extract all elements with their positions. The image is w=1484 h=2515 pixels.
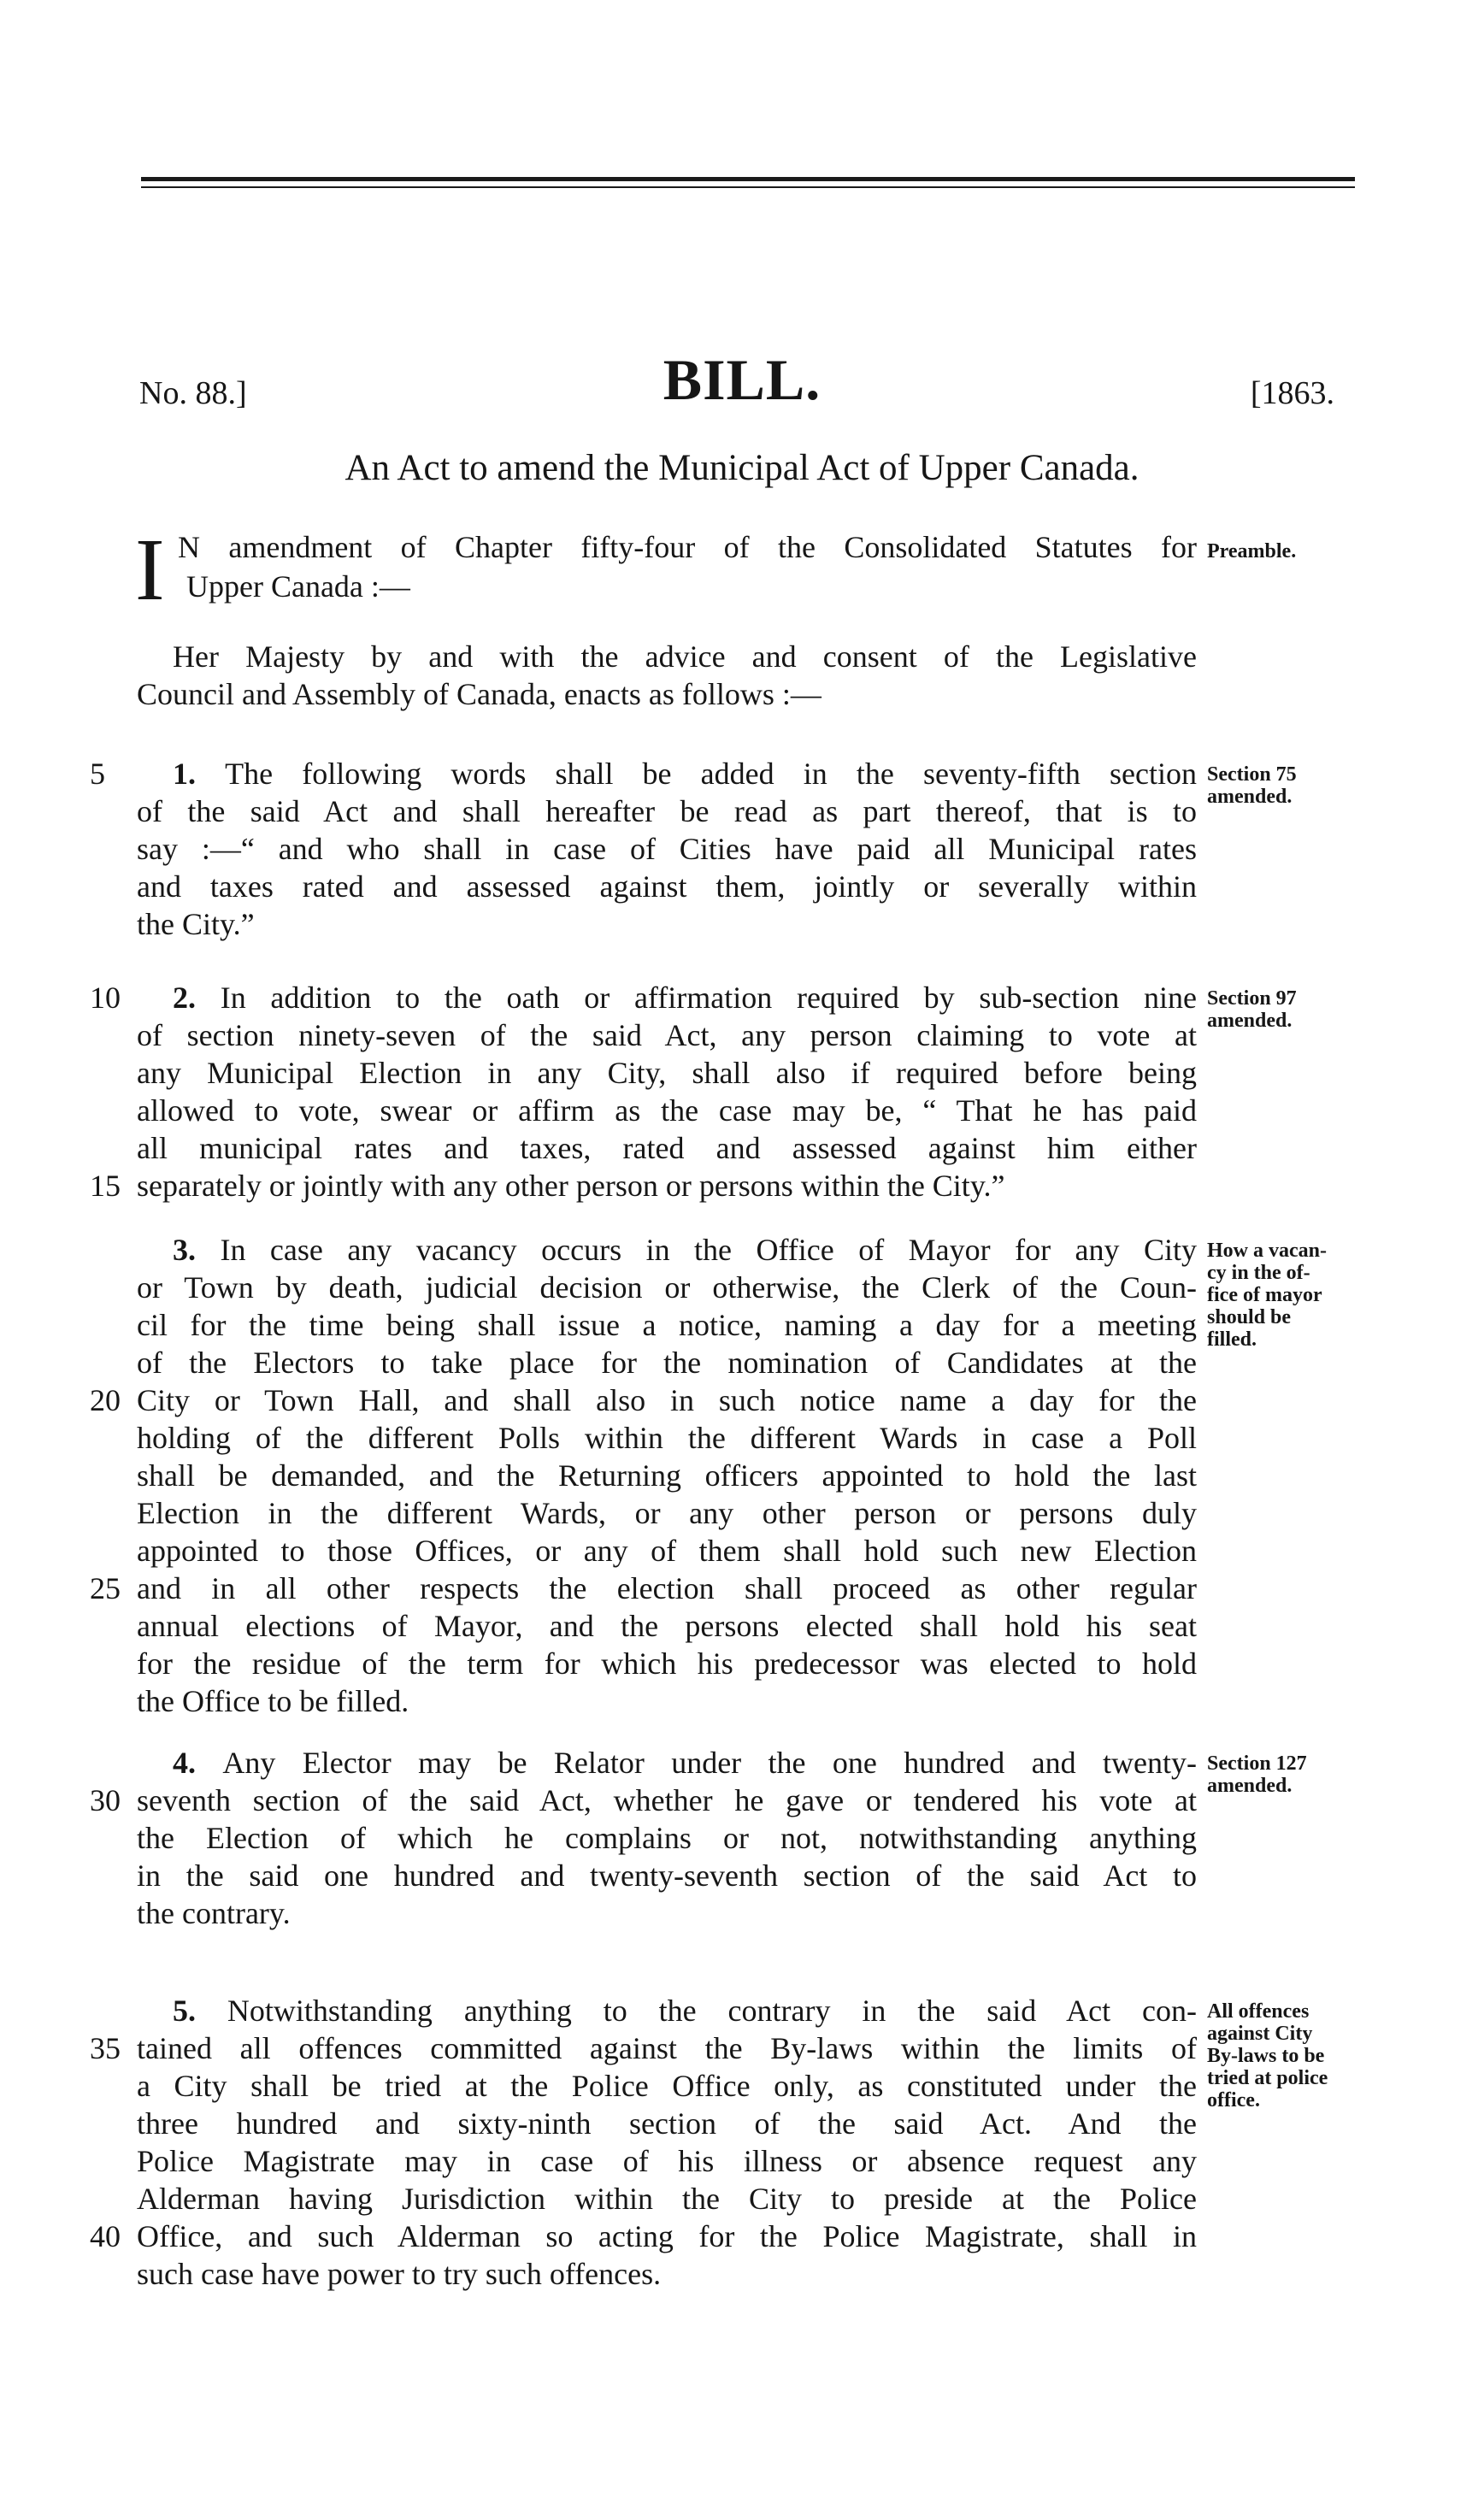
margin-note: fice of mayor	[1207, 1284, 1322, 1306]
preamble-dropcap: I	[135, 521, 165, 619]
header-rule-thin	[141, 186, 1355, 188]
bill-year: [1863.	[1250, 375, 1334, 411]
header-rule-thick	[141, 177, 1355, 181]
section-text: In addition to the oath or affirmation required by sub-section nine	[220, 981, 1197, 1015]
section-line: tained all offences committed against the By-laws within the limits of	[137, 2031, 1197, 2065]
section-line: Police Magistrate may in case of his illness or absence request any	[137, 2144, 1197, 2178]
line-number: 5	[90, 757, 105, 791]
section-line: Office, and such Alderman so acting for the Police Magistrate, shall in	[137, 2219, 1197, 2253]
section-line: separately or jointly with any other person or persons within the City.”	[137, 1169, 1005, 1203]
section-line: annual elections of Mayor, and the persons elected shall hold his seat	[137, 1609, 1197, 1643]
section-number: 5.	[173, 1994, 227, 2028]
section-line	[137, 1231, 1197, 1269]
preamble-line: Upper Canada :—	[186, 569, 410, 604]
margin-note: Section 75	[1207, 763, 1297, 786]
margin-note: amended.	[1207, 1775, 1293, 1797]
margin-note-preamble: Preamble.	[1207, 540, 1297, 562]
section-line: in the said one hundred and twenty-seventh section of the said Act to	[137, 1858, 1197, 1893]
section-line: of section ninety-seven of the said Act, any person claiming to vote at	[137, 1018, 1197, 1052]
enacting-line: Her Majesty by and with the advice and consent of the Legislative	[173, 639, 1197, 674]
section-line: three hundred and sixty-ninth section of the said Act. And the	[137, 2106, 1197, 2141]
margin-note: amended.	[1207, 786, 1293, 808]
enacting-line: Council and Assembly of Canada, enacts as follows :—	[137, 677, 822, 711]
section-line	[137, 1992, 1197, 2029]
line-number: 25	[90, 1571, 121, 1605]
section-line: of the said Act and shall hereafter be read as part thereof, that is to	[137, 794, 1197, 828]
bill-number: No. 88.]	[139, 375, 247, 411]
section-line: of the Electors to take place for the nomination of Candidates at the	[137, 1346, 1197, 1380]
margin-note: office.	[1207, 2089, 1260, 2112]
section-number: 4.	[173, 1746, 223, 1780]
section-line	[137, 979, 1197, 1016]
section-line: shall be demanded, and the Returning officers appointed to hold the last	[137, 1458, 1197, 1493]
margin-note: How a vacan-	[1207, 1240, 1327, 1262]
section-line: the Office to be filled.	[137, 1684, 409, 1718]
section-line: and in all other respects the election shall proceed as other regular	[137, 1571, 1197, 1605]
line-number: 20	[90, 1383, 121, 1417]
line-number: 10	[90, 981, 121, 1015]
section-number: 2.	[173, 981, 221, 1015]
section-line	[137, 1744, 1197, 1782]
section-line: City or Town Hall, and shall also in such notice name a day for the	[137, 1383, 1197, 1417]
section-line: say :—“ and who shall in case of Cities have paid all Municipal rates	[137, 832, 1197, 866]
margin-note: By-laws to be	[1207, 2045, 1325, 2067]
line-number: 30	[90, 1783, 121, 1817]
bill-heading: BILL.	[662, 347, 822, 412]
margin-note: All offences	[1207, 2000, 1310, 2023]
section-text: In case any vacancy occurs in the Office of Mayor for any City	[220, 1233, 1198, 1267]
section-line: holding of the different Polls within the different Wards in case a Poll	[137, 1421, 1197, 1455]
section-line: any Municipal Election in any City, shall also if required before being	[137, 1056, 1197, 1090]
section-line: a City shall be tried at the Police Office only, as constituted under the	[137, 2069, 1197, 2103]
margin-note: Section 127	[1207, 1752, 1307, 1775]
preamble-line: N amendment of Chapter fifty-four of the Consolidated Statutes for	[178, 530, 1197, 564]
section-line: the contrary.	[137, 1896, 291, 1930]
line-number: 35	[90, 2031, 121, 2065]
margin-note: filled.	[1207, 1328, 1257, 1351]
act-title: An Act to amend the Municipal Act of Upper Canada.	[344, 448, 1140, 488]
section-line: for the residue of the term for which his predecessor was elected to hold	[137, 1646, 1197, 1681]
line-number: 15	[90, 1169, 121, 1203]
section-line: seventh section of the said Act, whether he gave or tendered his vote at	[137, 1783, 1197, 1817]
section-line: or Town by death, judicial decision or otherwise, the Clerk of the Coun-	[137, 1270, 1197, 1305]
margin-note: tried at police	[1207, 2067, 1328, 2089]
section-line: the Election of which he complains or not, notwithstanding anything	[137, 1821, 1197, 1855]
margin-note: amended.	[1207, 1010, 1293, 1032]
section-line: appointed to those Offices, or any of them shall hold such new Election	[137, 1534, 1197, 1568]
section-text: Any Elector may be Relator under the one hundred and twenty-	[222, 1746, 1197, 1780]
margin-note: Section 97	[1207, 987, 1297, 1010]
section-line	[137, 755, 1197, 792]
section-line: the City.”	[137, 907, 255, 941]
section-line: and taxes rated and assessed against them, jointly or severally within	[137, 869, 1197, 904]
section-line: such case have power to try such offences.	[137, 2257, 662, 2291]
line-number: 40	[90, 2219, 121, 2253]
section-line: allowed to vote, swear or affirm as the case may be, “ That he has paid	[137, 1093, 1197, 1128]
section-line: cil for the time being shall issue a notice, naming a day for a meeting	[137, 1308, 1197, 1342]
section-line: all municipal rates and taxes, rated and assessed against him either	[137, 1131, 1197, 1165]
section-line: Alderman having Jurisdiction within the City to preside at the Police	[137, 2182, 1197, 2216]
section-number: 3.	[173, 1233, 221, 1267]
margin-note: should be	[1207, 1306, 1292, 1328]
margin-note: cy in the of-	[1207, 1262, 1310, 1284]
section-text: The following words shall be added in the seventy-fifth section	[225, 757, 1197, 791]
section-text: Notwithstanding anything to the contrary in the said Act con-	[227, 1994, 1198, 2028]
section-number: 1.	[173, 757, 226, 791]
margin-note: against City	[1207, 2023, 1313, 2045]
section-line: Election in the different Wards, or any other person or persons duly	[137, 1496, 1197, 1530]
